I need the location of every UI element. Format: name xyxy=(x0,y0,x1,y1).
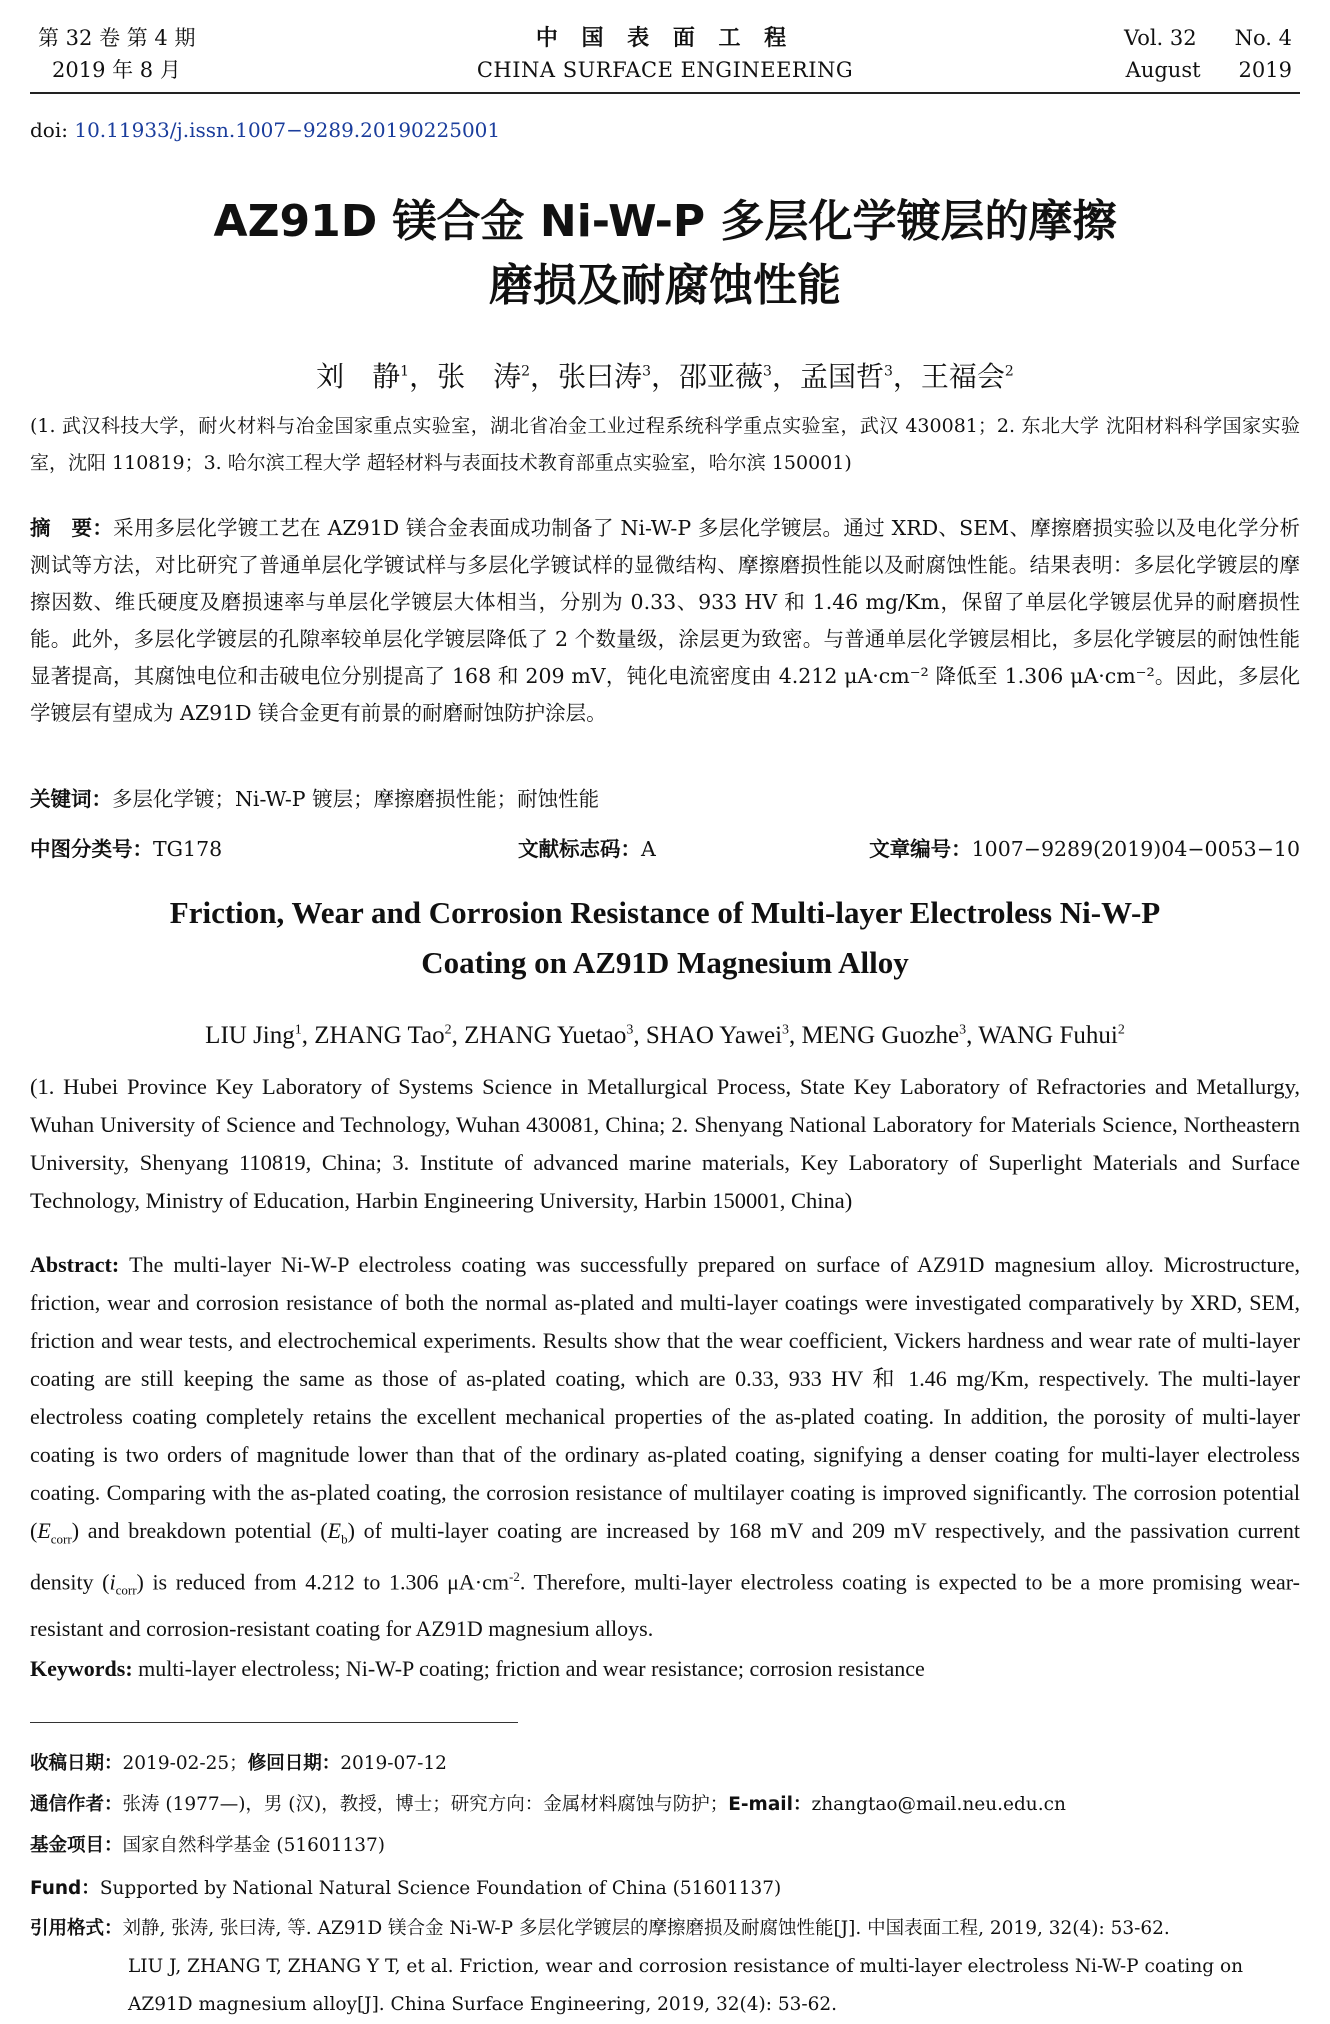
keywords-zh-label: 关键词： xyxy=(30,787,112,811)
abstract-zh-text: 采用多层化学镀工艺在 AZ91D 镁合金表面成功制备了 Ni-W-P 多层化学镀层。通过 XRD、SEM、摩擦磨损实验以及电化学分析测试等方法，对比研究了普通单层化学镀试样与多层化学镀试样的显微结构、摩擦磨损性能以及耐腐蚀性能。结果表明：多层化学镀层的摩擦因数、维氏硬度及磨损速率与单层化学镀层大体相当，分别为 0.33、933 HV 和 1.46 mg/Km，保留了单层化学镀层优异的耐磨损性能。此外，多层化学镀层的孔隙率较单层化学镀层降低了 2 个数量级，涂层更为致密。与普通单层化学镀层相比，多层化学镀层的耐蚀性能显著提高，其腐蚀电位和击破电位分别提高了 168 和 209 mV，钝化电流密度由 4.212 μA·cm⁻² 降低至 1.306 μA·cm⁻²。因此，多层化学镀层有望成为 AZ91D 镁合金更有前景的耐磨耐蚀防护涂层。 xyxy=(30,516,1301,725)
zh-author-name: 张 涛 xyxy=(437,360,522,393)
en-author-name: ZHANG Yuetao xyxy=(464,1022,627,1049)
title-zh-line1: AZ91D 镁合金 Ni-W-P 多层化学镀层的摩擦 xyxy=(213,196,1117,247)
en-author-affiliation-mark: 3 xyxy=(782,1022,790,1038)
footnote-fund-en xyxy=(30,1870,1300,1908)
ecorr-subscript: corr xyxy=(50,1531,72,1547)
eb-symbol: E xyxy=(327,1518,342,1543)
doi-link[interactable]: 10.11933/j.issn.1007−9289.20190225001 xyxy=(74,118,501,142)
zh-author-separator: ， xyxy=(892,360,921,393)
keywords-en xyxy=(30,1656,1300,1682)
en-author-separator: , xyxy=(301,1022,315,1049)
ecorr-symbol: E xyxy=(37,1518,51,1543)
zh-author-affiliation-mark: 2 xyxy=(1004,363,1014,380)
unit-exponent: -2 xyxy=(508,1569,520,1585)
abstract-en-text-1: The multi-layer Ni-W-P electroless coating was successfully prepared on surface of AZ91D magnesium alloy. Microstructure, friction, wear and corrosion resistance of both the normal as-plated and multi-layer coatings were investigated comparatively by XRD, SEM, friction and wear tests, and electrochemical experiments. Results show that the wear coefficient, Vickers hardness and wear rate of multi-layer coating are still keeping the same as those of as-plated coating, which are 0.33, 933 HV 和 1.46 mg/Km, respectively. The multi-layer electroless coating completely retains the excellent mechanical properties of the as-plated coating. In addition, the porosity of multi-layer coating is two orders of magnitude lower than that of the ordinary as-plated coating, signifying a denser coating for multi-layer electroless coating. Comparing with the as-plated coating, the corrosion resistance of multilayer coating is improved significantly. The corrosion potential ( xyxy=(30,1252,1301,1543)
document-code-value: A xyxy=(641,837,656,861)
zh-author-separator: ， xyxy=(409,360,438,393)
abstract-en-text-2: ) and breakdown potential ( xyxy=(71,1518,328,1543)
zh-author-affiliation-mark: 3 xyxy=(763,363,772,380)
clc-number xyxy=(30,832,222,862)
footnote-divider xyxy=(30,1722,518,1723)
eb-subscript: b xyxy=(341,1531,348,1547)
icorr-subscript: corr xyxy=(115,1583,137,1599)
zh-author-name: 孟国哲 xyxy=(799,360,884,393)
document-code xyxy=(518,832,656,862)
zh-author-name: 邵亚薇 xyxy=(679,360,764,393)
keywords-en-text: multi-layer electroless; Ni-W-P coating; friction and wear resistance; corrosion resistance xyxy=(138,1656,925,1681)
en-author-separator: , xyxy=(789,1022,802,1049)
citation-en: LIU J, ZHANG T, ZHANG Y T, et al. Friction, wear and corrosion resistance of multi-layer electroless Ni-W-P coating on AZ91D magnesium alloy[J]. China Surface Engineering, 2019, 32(4): 53-62. xyxy=(128,1956,1244,2015)
en-author-name: WANG Fuhui xyxy=(978,1022,1118,1049)
zh-author-separator: ， xyxy=(650,360,679,393)
header-journal xyxy=(30,22,1300,86)
zh-author-name: 王福会 xyxy=(920,360,1005,393)
document-code-label: 文献标志码： xyxy=(518,837,641,861)
en-author-affiliation-mark: 3 xyxy=(959,1022,967,1038)
abstract-en-text-4: ) is reduced from 4.212 to 1.306 μA·cm xyxy=(136,1569,509,1595)
en-author-name: MENG Guozhe xyxy=(801,1022,960,1049)
classification-row xyxy=(30,832,1300,862)
abstract-zh xyxy=(30,510,1300,732)
zh-author-affiliation-mark: 1 xyxy=(400,363,410,380)
header-year-en: 2019 xyxy=(1238,58,1292,82)
corresponding-label: 通信作者： xyxy=(30,1794,123,1815)
en-author-affiliation-mark: 1 xyxy=(294,1022,302,1038)
en-author-affiliation-mark: 2 xyxy=(1117,1022,1125,1038)
title-en-line1: Friction, Wear and Corrosion Resistance of Multi-layer Electroless Ni-W-P xyxy=(169,895,1161,930)
zh-author-affiliation-mark: 2 xyxy=(521,363,531,380)
article-number xyxy=(869,832,1300,862)
keywords-en-label: Keywords: xyxy=(30,1656,139,1681)
en-author-separator: , xyxy=(451,1022,465,1049)
keywords-zh xyxy=(30,782,1300,812)
zh-author-separator: ， xyxy=(771,360,800,393)
affiliation-en: (1. Hubei Province Key Laboratory of Systems Science in Metallurgical Process, State Key Laboratory of Refractories and Metallurgy, Wuhan University of Science and Technology, Wuhan 430081, China; 2. Shenyang National Laboratory for Materials Science, Northeastern University, Shenyang 110819, China; 3. Institute of advanced marine materials, Key Laboratory of Superlight Materials and Surface Technology, Ministry of Education, Harbin Engineering University, Harbin 150001, China) xyxy=(30,1074,1300,1213)
en-author-name: ZHANG Tao xyxy=(314,1022,445,1049)
author-list-en xyxy=(0,1022,1330,1050)
fund-en-label: Fund： xyxy=(30,1878,100,1899)
clc-value: TG178 xyxy=(153,837,223,861)
affiliation-zh: (1. 武汉科技大学，耐火材料与冶金国家重点实验室，湖北省冶金工业过程系统科学重点实验室，武汉 430081；2. 东北大学 沈阳材料科学国家实验室，沈阳 110819；3. 哈尔滨工程大学 超轻材料与表面技术教育部重点实验室，哈尔滨 150001) xyxy=(30,415,1300,474)
zh-author-affiliation-mark: 3 xyxy=(642,363,651,380)
footnote-dates xyxy=(30,1745,1300,1783)
running-header xyxy=(30,22,1300,94)
zh-author-name: 刘 静 xyxy=(316,360,401,393)
title-zh-line2: 磨损及耐腐蚀性能 xyxy=(489,260,841,311)
header-number-en: No. 4 xyxy=(1234,26,1292,50)
corresponding-text: 张涛 (1977—)，男 (汉)，教授，博士；研究方向：金属材料腐蚀与防护； xyxy=(122,1794,729,1815)
fund-zh-label: 基金项目： xyxy=(30,1835,123,1856)
zh-author-affiliation-mark: 3 xyxy=(883,363,893,380)
doi-label: doi: xyxy=(30,118,75,142)
abstract-en-text-5: . Therefore, multi-layer electroless coating is expected to be a more promising wear-resistant and corrosion-resistant coating for AZ91D magnesium alloys. xyxy=(30,1569,1300,1642)
article-number-value: 1007−9289(2019)04−0053−10 xyxy=(971,837,1300,861)
email-label: E-mail： xyxy=(728,1794,812,1815)
fund-zh-text: 国家自然科学基金 (51601137) xyxy=(122,1835,385,1856)
title-zh xyxy=(60,190,1270,318)
journal-name-zh: 中 国 表 面 工 程 xyxy=(535,25,795,51)
header-volume-en: Vol. 32 xyxy=(1123,26,1197,50)
header-month-en: August xyxy=(1125,58,1201,82)
en-author-separator: , xyxy=(633,1022,646,1049)
journal-name-en: CHINA SURFACE ENGINEERING xyxy=(476,58,854,82)
en-author-separator: , xyxy=(966,1022,979,1049)
header-issue-en xyxy=(1124,22,1292,86)
zh-author-separator: ， xyxy=(530,360,559,393)
footnote-corresponding-author xyxy=(30,1786,1300,1824)
title-en xyxy=(60,888,1270,988)
article-number-label: 文章编号： xyxy=(869,837,972,861)
zh-author-name: 张曰涛 xyxy=(558,360,643,393)
header-volume-zh: 第 32 卷 第 4 期 xyxy=(38,26,196,50)
doi-line xyxy=(30,118,500,142)
en-author-name: LIU Jing xyxy=(205,1022,295,1049)
clc-label: 中图分类号： xyxy=(30,837,153,861)
footnote-fund-zh xyxy=(30,1827,1300,1865)
icorr-symbol: i xyxy=(109,1569,116,1595)
keywords-zh-text: 多层化学镀；Ni-W-P 镀层；摩擦磨损性能；耐蚀性能 xyxy=(112,787,600,811)
abstract-zh-label: 摘 要： xyxy=(30,516,114,540)
abstract-en-label: Abstract: xyxy=(30,1252,130,1277)
abstract-en-text-3: ) of multi-layer coating are increased by 168 mV and 209 mV respectively, and the passivation current density ( xyxy=(30,1518,1301,1595)
email-address[interactable]: zhangtao@mail.neu.edu.cn xyxy=(811,1794,1066,1815)
abstract-en xyxy=(30,1246,1300,1648)
fund-en-text: Supported by National Natural Science Foundation of China (51601137) xyxy=(99,1878,782,1899)
revised-label: 修回日期： xyxy=(247,1753,341,1774)
en-author-name: SHAO Yawei xyxy=(645,1022,783,1049)
title-en-line2: Coating on AZ91D Magnesium Alloy xyxy=(421,945,909,980)
en-author-affiliation-mark: 3 xyxy=(626,1022,634,1038)
received-date: 2019-02-25； xyxy=(122,1753,248,1774)
citation-zh: 刘静, 张涛, 张曰涛, 等. AZ91D 镁合金 Ni-W-P 多层化学镀层的摩擦磨损及耐腐蚀性能[J]. 中国表面工程, 2019, 32(4): 53-62. xyxy=(122,1918,1170,1939)
received-label: 收稿日期： xyxy=(30,1753,123,1774)
footnote-citation xyxy=(30,1910,1300,2024)
header-date-zh: 2019 年 8 月 xyxy=(52,58,181,82)
author-list-zh xyxy=(0,355,1330,395)
citation-label: 引用格式： xyxy=(30,1918,123,1939)
revised-date: 2019-07-12 xyxy=(340,1753,447,1774)
en-author-affiliation-mark: 2 xyxy=(444,1022,452,1038)
